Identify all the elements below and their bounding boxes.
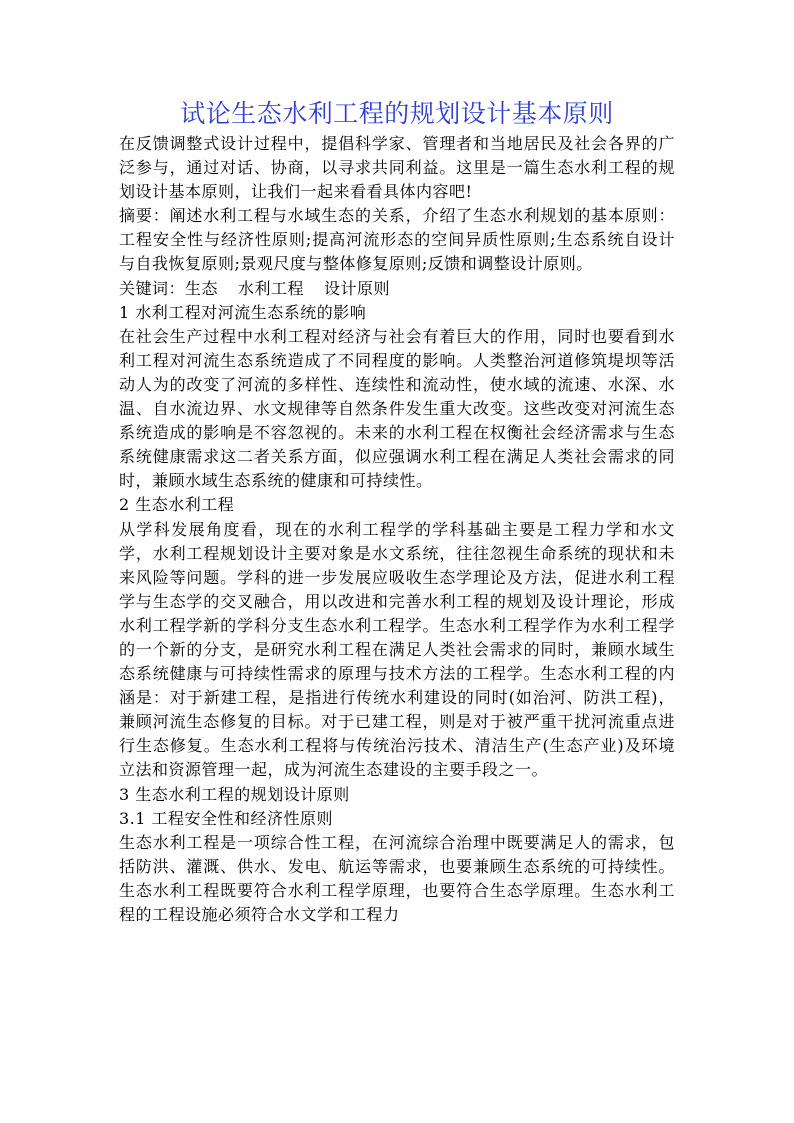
section-3-1-heading: 3.1 工程安全性和经济性原则 <box>119 808 334 828</box>
document-page <box>119 98 675 927</box>
keyword-2: 水利工程 <box>238 278 305 298</box>
keyword-3: 设计原则 <box>324 278 391 298</box>
section-3-heading: 3 生态水利工程的规划设计原则 <box>119 784 350 804</box>
section-2-heading: 2 生态水利工程 <box>119 495 235 515</box>
section-1-heading: 1 水利工程对河流生态系统的影响 <box>119 302 367 322</box>
abstract-paragraph: 摘要：阐述水利工程与水域生态的关系，介绍了生态水利规划的基本原则：工程安全性与经济性原则;提高河流形态的空间异质性原则;生态系统自设计与自我恢复原则;景观尺度与整体修复原则;反馈和调整设计原则。 <box>119 206 675 274</box>
section-3-1-body: 生态水利工程是一项综合性工程，在河流综合治理中既要满足人的需求，包括防洪、灌溉、供水、发电、航运等需求，也要兼顾生态系统的可持续性。生态水利工程既要符合水利工程学原理，也要符合生态学原理。生态水利工程的工程设施必须符合水文学和工程力 <box>119 832 675 924</box>
intro-paragraph: 在反馈调整式设计过程中，提倡科学家、管理者和当地居民及社会各界的广泛参与，通过对话、协商，以寻求共同利益。这里是一篇生态水利工程的规划设计基本原则，让我们一起来看看具体内容吧! <box>119 134 675 202</box>
document-title: 试论生态水利工程的规划设计基本原则 <box>180 99 614 128</box>
keywords-label: 关键词：生态 <box>119 278 219 298</box>
section-1-body: 在社会生产过程中水利工程对经济与社会有着巨大的作用，同时也要看到水利工程对河流生态系统造成了不同程度的影响。人类整治河道修筑堤坝等活动人为的改变了河流的多样性、连续性和流动性，使水域的流速、水深、水温、自水流边界、水文规律等自然条件发生重大改变。这些改变对河流生态系统造成的影响是不容忽视的。未来的水利工程在权衡社会经济需求与生态系统健康需求这二者关系方面，似应强调水利工程在满足人类社会需求的同时，兼顾水域生态系统的健康和可持续性。 <box>119 326 675 491</box>
section-2-body: 从学科发展角度看，现在的水利工程学的学科基础主要是工程力学和水文学，水利工程规划设计主要对象是水文系统，往往忽视生命系统的现状和未来风险等问题。学科的进一步发展应吸收生态学理论及方法，促进水利工程学与生态学的交叉融合，用以改进和完善水利工程的规划及设计理论，形成水利工程学新的学科分支生态水利工程学。生态水利工程学作为水利工程学的一个新的分支，是研究水利工程在满足人类社会需求的同时，兼顾水域生态系统健康与可持续性需求的原理与技术方法的工程学。生态水利工程的内涵是：对于新建工程，是指进行传统水利建设的同时(如治河、防洪工程)，兼顾河流生态修复的目标。对于已建工程，则是对于被严重干扰河流重点进行生态修复。生态水利工程将与传统治污技术、清洁生产(生态产业)及环境立法和资源管理一起，成为河流生态建设的主要手段之一。 <box>119 519 675 780</box>
keywords-line <box>119 277 675 301</box>
